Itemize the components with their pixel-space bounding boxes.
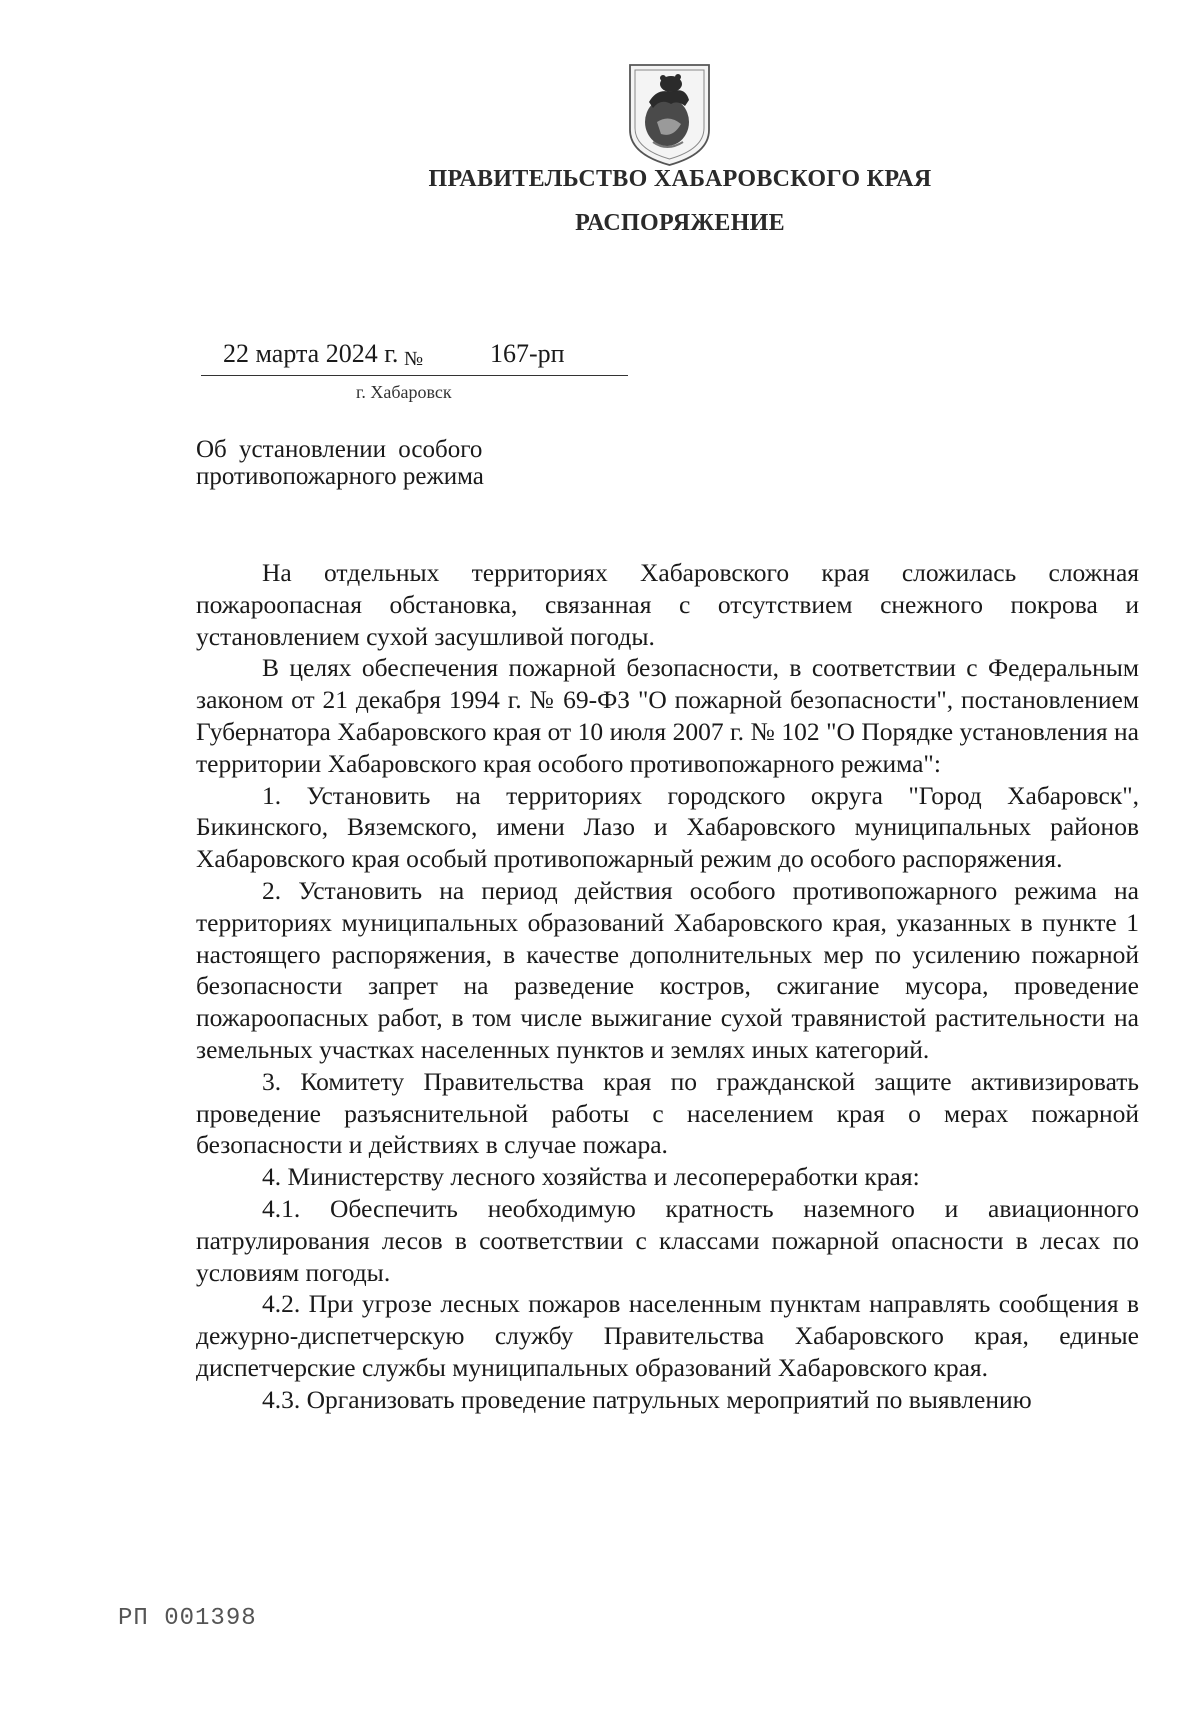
document-subject xyxy=(196,436,484,490)
paragraph: 2. Установить на период действия особого противопожарного режима на территориях муниципальных образований Хабаровского края, указанных в пункте 1 настоящего распоряжения, в качестве дополнительных мер по усилению пожарной безопасности запрет на разведение костров, сжигание мусора, проведение пожароопасных работ, в том числе выжигание сухой травянистой растительности на земельных участках населенных пунктов и землях иных категорий. xyxy=(196,875,1139,1064)
document-date: 22 марта 2024 г. xyxy=(223,339,399,368)
paragraph: 4.2. При угрозе лесных пожаров населенным пунктам направлять сообщения в дежурно-диспетчерскую службу Правительства Хабаровского края, единые диспетчерские службы муниципальных образований Хабаровского края. xyxy=(196,1289,1139,1382)
paragraph: 3. Комитету Правительства края по гражданской защите активизировать проведение разъяснительной работы с населением края о мерах пожарной безопасности и действиях в случае пожара. xyxy=(196,1066,1139,1160)
document-city: г. Хабаровск xyxy=(356,382,452,402)
subject-line: Об установлении особого xyxy=(196,436,483,463)
paragraph: 4. Министерству лесного хозяйства и лесопереработки края: xyxy=(262,1162,920,1192)
paragraph: 1. Установить на территориях городского округа "Город Хабаровск", Бикинского, Вяземского, имени Лазо и Хабаровского муниципальных районов Хабаровского края особый противопожарный режим до особого распоряжения. xyxy=(196,780,1139,874)
paragraph: 4.3. Организовать проведение патрульных мероприятий по выявлению xyxy=(262,1384,1032,1414)
paragraph: На отдельных территориях Хабаровского края сложилась сложная пожароопасная обстановка, связанная с отсутствием снежного покрова и установлением сухой засушливой погоды. xyxy=(196,558,1139,651)
paragraph: В целях обеспечения пожарной безопасности, в соответствии с Федеральным законом от 21 декабря 1994 г. № 69-ФЗ "О пожарной безопасности", постановлением Губернатора Хабаровского края от 10 июля 2007 г. № 102 "О Порядке установления на территории Хабаровского края особого противопожарного режима": xyxy=(196,653,1139,778)
document-number: 167-рп xyxy=(490,339,565,368)
coat-of-arms-icon xyxy=(627,62,712,168)
government-title: ПРАВИТЕЛЬСТВО ХАБАРОВСКОГО КРАЯ xyxy=(428,166,932,192)
registration-underline xyxy=(201,375,628,376)
form-serial-stamp: РП 001398 xyxy=(118,1605,257,1632)
number-sign: № xyxy=(404,348,424,370)
document-body xyxy=(196,557,1139,1416)
document-type: РАСПОРЯЖЕНИЕ xyxy=(575,210,785,236)
subject-line: противопожарного режима xyxy=(196,463,484,490)
paragraph: 4.1. Обеспечить необходимую кратность наземного и авиационного патрулирования лесов в соответствии с классами пожарной опасности в лесах по условиям погоды. xyxy=(196,1193,1139,1287)
